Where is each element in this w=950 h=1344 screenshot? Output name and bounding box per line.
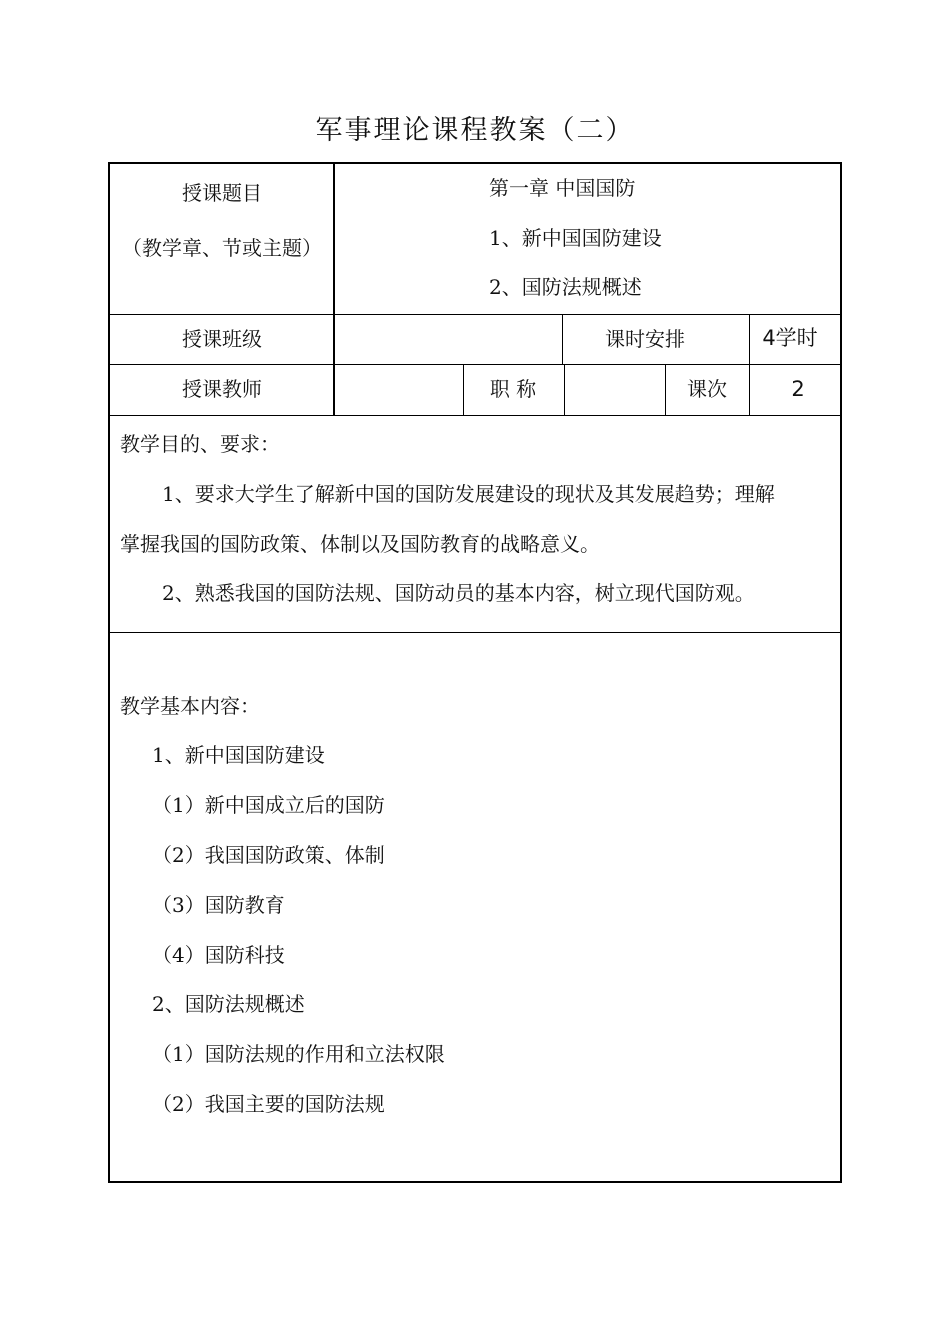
- objectives-heading: 教学目的、要求：: [120, 432, 280, 456]
- content-subitem: （1）新中国成立后的国防: [152, 793, 385, 817]
- lesson-plan-table: [108, 162, 842, 1183]
- objective-item-2: 2、熟悉我国的国防法规、国防动员的基本内容，树立现代国防观。: [162, 581, 755, 605]
- content-item: 1、新中国国防建设: [152, 743, 325, 767]
- hours-value: 4学时: [762, 326, 818, 350]
- row-divider: [110, 632, 840, 633]
- content-subitem: （2）我国国防政策、体制: [152, 843, 385, 867]
- class-label: 授课班级: [182, 327, 262, 351]
- objective-item-1: 1、要求大学生了解新中国的国防发展建设的现状及其发展趋势；理解: [162, 482, 775, 506]
- title-label: 职 称: [489, 377, 537, 401]
- column-divider: [463, 364, 464, 415]
- row-divider: [110, 364, 840, 365]
- topic-label: 授课题目: [182, 181, 262, 205]
- content-subitem: （3）国防教育: [152, 893, 285, 917]
- session-value: 2: [791, 377, 805, 401]
- content-heading: 教学基本内容：: [120, 694, 260, 718]
- topic-line-chapter: 第一章 中国国防: [489, 176, 636, 200]
- column-divider: [333, 164, 335, 415]
- content-subitem: （4）国防科技: [152, 943, 285, 967]
- column-divider: [665, 364, 666, 415]
- topic-line-1: 1、新中国国防建设: [489, 226, 662, 250]
- content-subitem: （1）国防法规的作用和立法权限: [152, 1042, 445, 1066]
- topic-line-2: 2、国防法规概述: [489, 275, 642, 299]
- session-label: 课次: [687, 377, 727, 401]
- column-divider: [562, 314, 563, 364]
- column-divider: [749, 314, 750, 415]
- teacher-label: 授课教师: [182, 377, 262, 401]
- column-divider: [564, 364, 565, 415]
- row-divider: [110, 314, 840, 315]
- topic-label-sub: （教学章、节或主题）: [122, 236, 322, 260]
- page-title: 军事理论课程教案（二）: [315, 115, 635, 146]
- row-divider: [110, 415, 840, 416]
- objective-item-1-cont: 掌握我国的国防政策、体制以及国防教育的战略意义。: [120, 532, 600, 556]
- content-subitem: （2）我国主要的国防法规: [152, 1092, 385, 1116]
- content-item: 2、国防法规概述: [152, 992, 305, 1016]
- hours-label: 课时安排: [605, 327, 685, 351]
